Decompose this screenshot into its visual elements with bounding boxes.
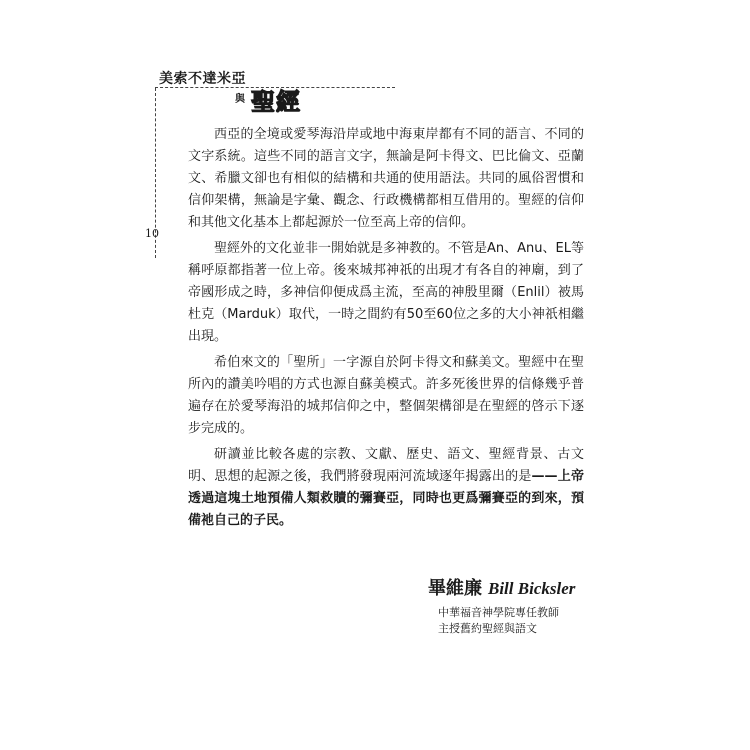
paragraph-2: 聖經外的文化並非一開始就是多神教的。不管是An、Anu、EL等稱呼原都指著一位上帝。後來城邦神祇的出現才有各自的神廟，到了帝國形成之時，多神信仰便成爲主流，至高的神殷里爾（Enlil）被馬杜克（Marduk）取代，一時之間約有50至60位之多的大小神祇相繼出現。 [188,241,584,344]
author-name-english: Bill Bicksler [488,579,576,598]
page-number: 10 [145,227,159,240]
paragraph-1: 西亞的全境或愛琴海沿岸或地中海東岸都有不同的語言、不同的文字系統。這些不同的語言文字，無論是阿卡得文、巴比倫文、亞蘭文、希臘文卻也有相似的結構和共通的使用語法。共同的風俗習慣和信仰架構，無論是字彙、觀念、行政機構都相互借用的。聖經的信仰和其他文化基本上都起源於一位至高上帝的信仰。 [188,127,584,230]
affiliation-line-2: 主授舊約聖經與語文 [438,622,537,635]
paragraph-4-emphasis: ——上帝透過這塊土地預備人類救贖的彌賽亞，同時也更爲彌賽亞的到來，預備祂自己的子民。 [188,469,584,528]
signature [428,574,575,600]
running-header [155,68,395,116]
running-title: 美索不達米亞 [159,71,246,87]
author-name-chinese: 畢維廉 [428,578,482,599]
affiliation-line-1: 中華福音神學院專任教師 [438,606,559,619]
author-affiliation [438,605,559,637]
paragraph-4-lead: 研讀並比較各處的宗教、文獻、歷史、語文、聖經背景、古文明、思想的起源之後，我們將發現兩河流域逐年揭露出的是 [188,447,584,484]
body-text [188,124,584,536]
running-title-book: 聖經 [251,87,301,116]
running-title-conjunction: 與 [235,94,245,105]
paragraph-4 [188,444,584,532]
paragraph-3: 希伯來文的「聖所」一字源自於阿卡得文和蘇美文。聖經中在聖所內的讚美吟唱的方式也源自蘇美模式。許多死後世界的信條幾乎普遍存在於愛琴海沿的城邦信仰之中，整個架構卻是在聖經的啓示下逐步完成的。 [188,355,584,436]
